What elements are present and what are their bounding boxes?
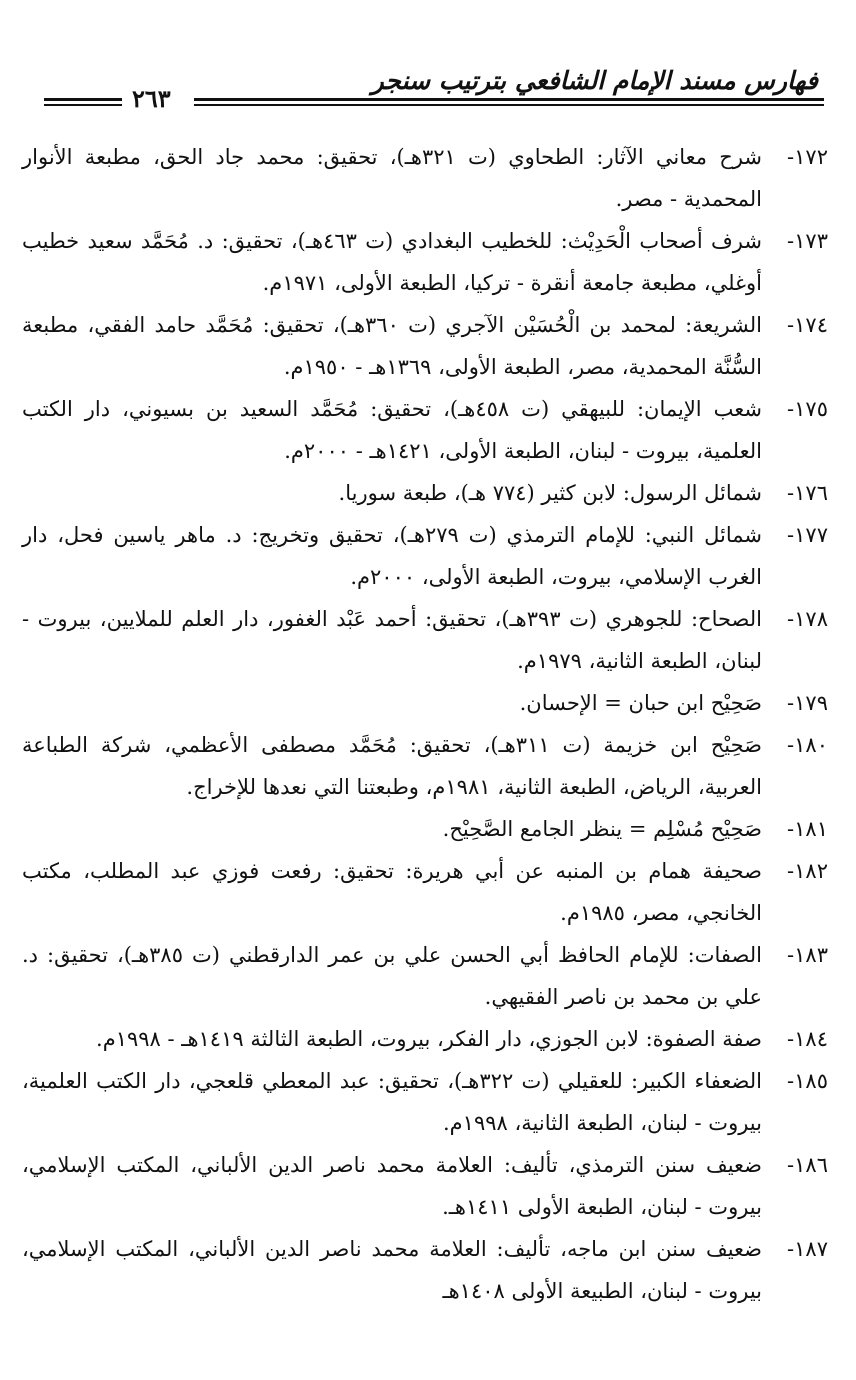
entry-text: صحيفة همام بن المنبه عن أبي هريرة: تحقيق: رفعت فوزي عبد المطلب، مكتب الخانجي، مصر، ١٩٨٥م. xyxy=(22,859,762,925)
bibliography-entry xyxy=(22,1144,828,1228)
entry-number: ١٧٤- xyxy=(787,313,828,337)
entry-text: صفة الصفوة: لابن الجوزي، دار الفكر، بيروت، الطبعة الثالثة ١٤١٩هـ - ١٩٩٨م. xyxy=(96,1027,762,1051)
entry-text: شمائل الرسول: لابن كثير (٧٧٤ هـ)، طبعة سوريا. xyxy=(338,481,762,505)
entry-number: ١٧٣- xyxy=(787,229,828,253)
bibliography-list xyxy=(22,136,828,1312)
page-number: ٢٦٣ xyxy=(132,84,171,113)
entry-number: ١٨١- xyxy=(787,817,828,841)
entry-number: ١٧٨- xyxy=(787,607,828,631)
bibliography-entry xyxy=(22,136,828,220)
entry-number: ١٧٥- xyxy=(787,397,828,421)
running-title: فهارس مسند الإمام الشافعي بترتيب سنجر xyxy=(371,66,818,95)
bibliography-entry xyxy=(22,472,828,514)
bibliography-entry xyxy=(22,1060,828,1144)
bibliography-entry xyxy=(22,934,828,1018)
entry-number: ١٧٩- xyxy=(787,691,828,715)
bibliography-entry xyxy=(22,598,828,682)
entry-number: ١٨٦- xyxy=(787,1153,828,1177)
entry-text: شعب الإيمان: للبيهقي (ت ٤٥٨هـ)، تحقيق: مُحَمَّد السعيد بن بسيوني، دار الكتب العلمية، بيروت - لبنان، الطبعة الأولى، ١٤٢١هـ - ٢٠٠٠م. xyxy=(22,397,762,463)
entry-text: ضعيف سنن ابن ماجه، تأليف: العلامة محمد ناصر الدين الألباني، المكتب الإسلامي، بيروت - لبنان، الطبيعة الأولى ١٤٠٨هـ xyxy=(22,1237,762,1303)
bibliography-entry xyxy=(22,850,828,934)
header-rule xyxy=(194,98,824,106)
entry-text: ضعيف سنن الترمذي، تأليف: العلامة محمد ناصر الدين الألباني، المكتب الإسلامي، بيروت - لبنان، الطبعة الأولى ١٤١١هـ. xyxy=(22,1153,762,1219)
entry-text: صَحِيْح ابن خزيمة (ت ٣١١هـ)، تحقيق: مُحَمَّد مصطفى الأعظمي، شركة الطباعة العربية، الرياض، الطبعة الثانية، ١٩٨١م، وطبعتنا التي نعدها للإخراج. xyxy=(22,733,762,799)
bibliography-entry xyxy=(22,220,828,304)
entry-text: شرف أصحاب الْحَدِيْث: للخطيب البغدادي (ت ٤٦٣هـ)، تحقيق: د. مُحَمَّد سعيد خطيب أوغلي، مطبعة جامعة أنقرة - تركيا، الطبعة الأولى، ١٩٧١م. xyxy=(22,229,762,295)
entry-number: ١٧٢- xyxy=(787,145,828,169)
entry-text: صَحِيْح مُسْلِم = ينظر الجامع الصَّحِيْح. xyxy=(442,817,762,841)
bibliography-entry xyxy=(22,388,828,472)
header-rule-short xyxy=(44,98,122,106)
bibliography-entry xyxy=(22,1228,828,1312)
entry-text: شرح معاني الآثار: الطحاوي (ت ٣٢١هـ)، تحقيق: محمد جاد الحق، مطبعة الأنوار المحمدية - مصر. xyxy=(22,145,762,211)
entry-number: ١٨٤- xyxy=(787,1027,828,1051)
bibliography-entry xyxy=(22,304,828,388)
entry-text: صَحِيْح ابن حبان = الإحسان. xyxy=(519,691,762,715)
entry-number: ١٨٥- xyxy=(787,1069,828,1093)
entry-number: ١٨٧- xyxy=(787,1237,828,1261)
bibliography-entry xyxy=(22,808,828,850)
entry-text: شمائل النبي: للإمام الترمذي (ت ٢٧٩هـ)، تحقيق وتخريج: د. ماهر ياسين فحل، دار الغرب الإسلامي، بيروت، الطبعة الأولى، ٢٠٠٠م. xyxy=(22,523,762,589)
entry-text: الصحاح: للجوهري (ت ٣٩٣هـ)، تحقيق: أحمد عَبْد الغفور، دار العلم للملايين، بيروت - لبنان، الطبعة الثانية، ١٩٧٩م. xyxy=(22,607,762,673)
bibliography-entry xyxy=(22,682,828,724)
entry-number: ١٧٧- xyxy=(787,523,828,547)
entry-number: ١٨٢- xyxy=(787,859,828,883)
entry-number: ١٨٣- xyxy=(787,943,828,967)
entry-number: ١٧٦- xyxy=(787,481,828,505)
bibliography-entry xyxy=(22,514,828,598)
bibliography-entry xyxy=(22,724,828,808)
bibliography-entry xyxy=(22,1018,828,1060)
entry-text: الضعفاء الكبير: للعقيلي (ت ٣٢٢هـ)، تحقيق: عبد المعطي قلعجي، دار الكتب العلمية، بيروت - لبنان، الطبعة الثانية، ١٩٩٨م. xyxy=(22,1069,762,1135)
entry-number: ١٨٠- xyxy=(787,733,828,757)
entry-text: الصفات: للإمام الحافظ أبي الحسن علي بن عمر الدارقطني (ت ٣٨٥هـ)، تحقيق: د. علي بن محمد بن ناصر الفقيهي. xyxy=(22,943,762,1009)
entry-text: الشريعة: لمحمد بن الْحُسَيْن الآجري (ت ٣٦٠هـ)، تحقيق: مُحَمَّد حامد الفقي، مطبعة السُّنَّة المحمدية، مصر، الطبعة الأولى، ١٣٦٩هـ - ١٩٥٠م. xyxy=(22,313,762,379)
page-header xyxy=(44,60,824,113)
